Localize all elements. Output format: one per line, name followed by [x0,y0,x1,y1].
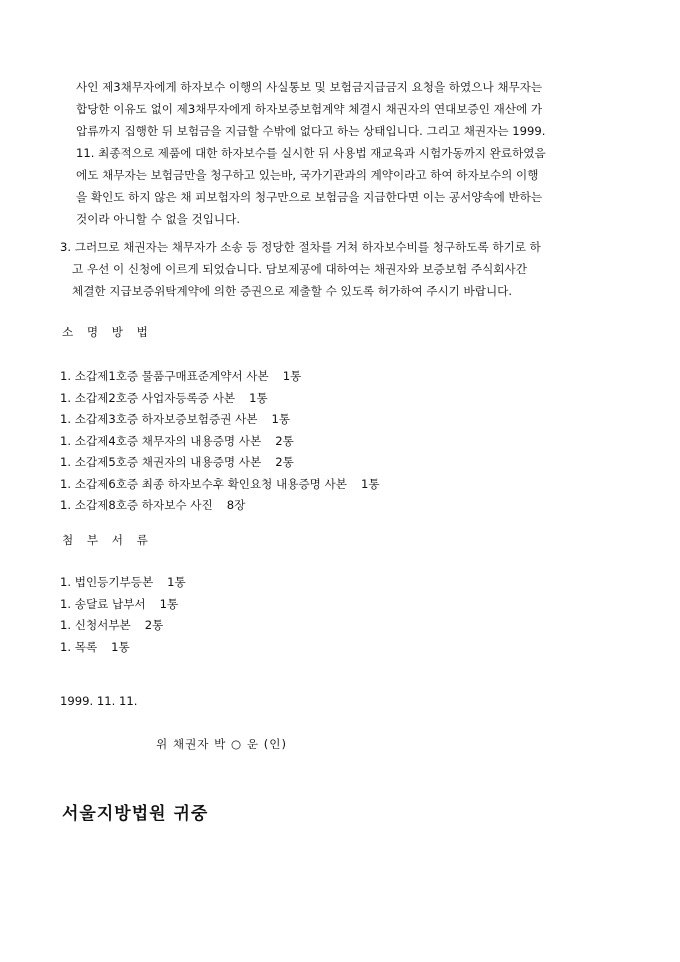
paragraph-line: 을 확인도 하지 않은 채 피보험자의 청구만으로 보험금을 지급한다면 이는 공서양속에 반하는 [76,190,543,204]
item-name: 1. 목록 [60,639,98,654]
list-item [60,615,186,637]
item-count: 1통 [249,390,268,405]
body-paragraph-1 [76,76,636,230]
attachments-heading: 첨 부 서 류 [62,533,153,547]
item-name: 1. 소갑제8호증 하자보수 사진 [60,498,213,512]
item-name: 1. 소갑제3호증 하자보증보험증권 사본 [60,412,258,426]
paragraph-line: 압류까지 집행한 뒤 보험금을 지급할 수밖에 없다고 하는 상태입니다. 그리고 채권자는 1999. [76,124,546,138]
list-item [60,594,186,616]
item-count: 2통 [144,618,164,632]
document-date: 1999. 11. 11. [60,694,138,708]
item-count: 2통 [275,455,294,469]
paragraph-line: 것이라 아니할 수 없을 것입니다. [76,212,241,226]
list-item [60,495,380,517]
item-count: 8장 [226,498,246,512]
list-item [60,431,380,453]
attachments-list [60,572,186,658]
list-item [60,572,186,594]
paragraph-line: 체결한 지급보증위탁계약에 의한 증권으로 제출할 수 있도록 허가하여 주시기 바랍니다. [72,284,513,298]
item-name: 1. 소갑제6호증 최종 하자보수후 확인요청 내용증명 사본 [60,476,347,491]
item-name: 1. 소갑제2호증 사업자등록증 사본 [60,390,236,405]
paragraph-line: 사인 제3채무자에게 하자보수 이행의 사실통보 및 보험금지급금지 요청을 하였으나 채무자는 [76,80,543,94]
body-paragraph-2 [60,236,640,302]
paragraph-line: 11. 최종적으로 제품에 대한 하자보수를 실시한 뒤 사용법 재교육과 시험가동까지 완료하였음 [76,146,546,160]
item-count: 1통 [282,369,302,383]
paragraph-line: 합당한 이유도 없이 제3채무자에게 하자보증보험계약 체결시 채권자의 연대보증인 재산에 가 [76,102,543,116]
item-count: 2통 [275,433,294,448]
court-addressee: 서울지방법원 귀중 [62,804,209,824]
evidence-list [60,366,380,517]
list-item [60,366,380,388]
list-item [60,388,380,410]
list-item [60,452,380,474]
item-name: 1. 신청서부본 [60,618,131,632]
evidence-heading: 소 명 방 법 [62,325,153,339]
list-item [60,474,380,496]
item-count: 1통 [111,639,130,654]
creditor-signature: 위 채권자 박 ○ 운 (인) [156,737,287,751]
item-name: 1. 법인등기부등본 [60,575,154,589]
paragraph-line: 고 우선 이 신청에 이르게 되었습니다. 담보제공에 대하여는 채권자와 보증보험 주식회사간 [72,262,527,276]
item-count: 1통 [271,412,291,426]
list-item [60,409,380,431]
item-name: 1. 소갑제1호증 물품구매표준계약서 사본 [60,369,269,383]
item-name: 1. 소갑제4호증 채무자의 내용증명 사본 [60,433,262,448]
paragraph-line: 에도 채무자는 보험금만을 청구하고 있는바, 국가기관과의 계약이라고 하여 하자보수의 이행 [76,168,539,182]
item-name: 1. 소갑제5호증 채권자의 내용증명 사본 [60,455,262,469]
item-count: 1통 [360,476,380,491]
item-count: 1통 [159,596,179,611]
paragraph-line: 3. 그러므로 채권자는 채무자가 소송 등 정당한 절차를 거쳐 하자보수비를 청구하도록 하기로 하 [60,240,541,254]
item-count: 1통 [167,575,186,589]
list-item [60,637,186,659]
item-name: 1. 송달료 납부서 [60,596,146,611]
